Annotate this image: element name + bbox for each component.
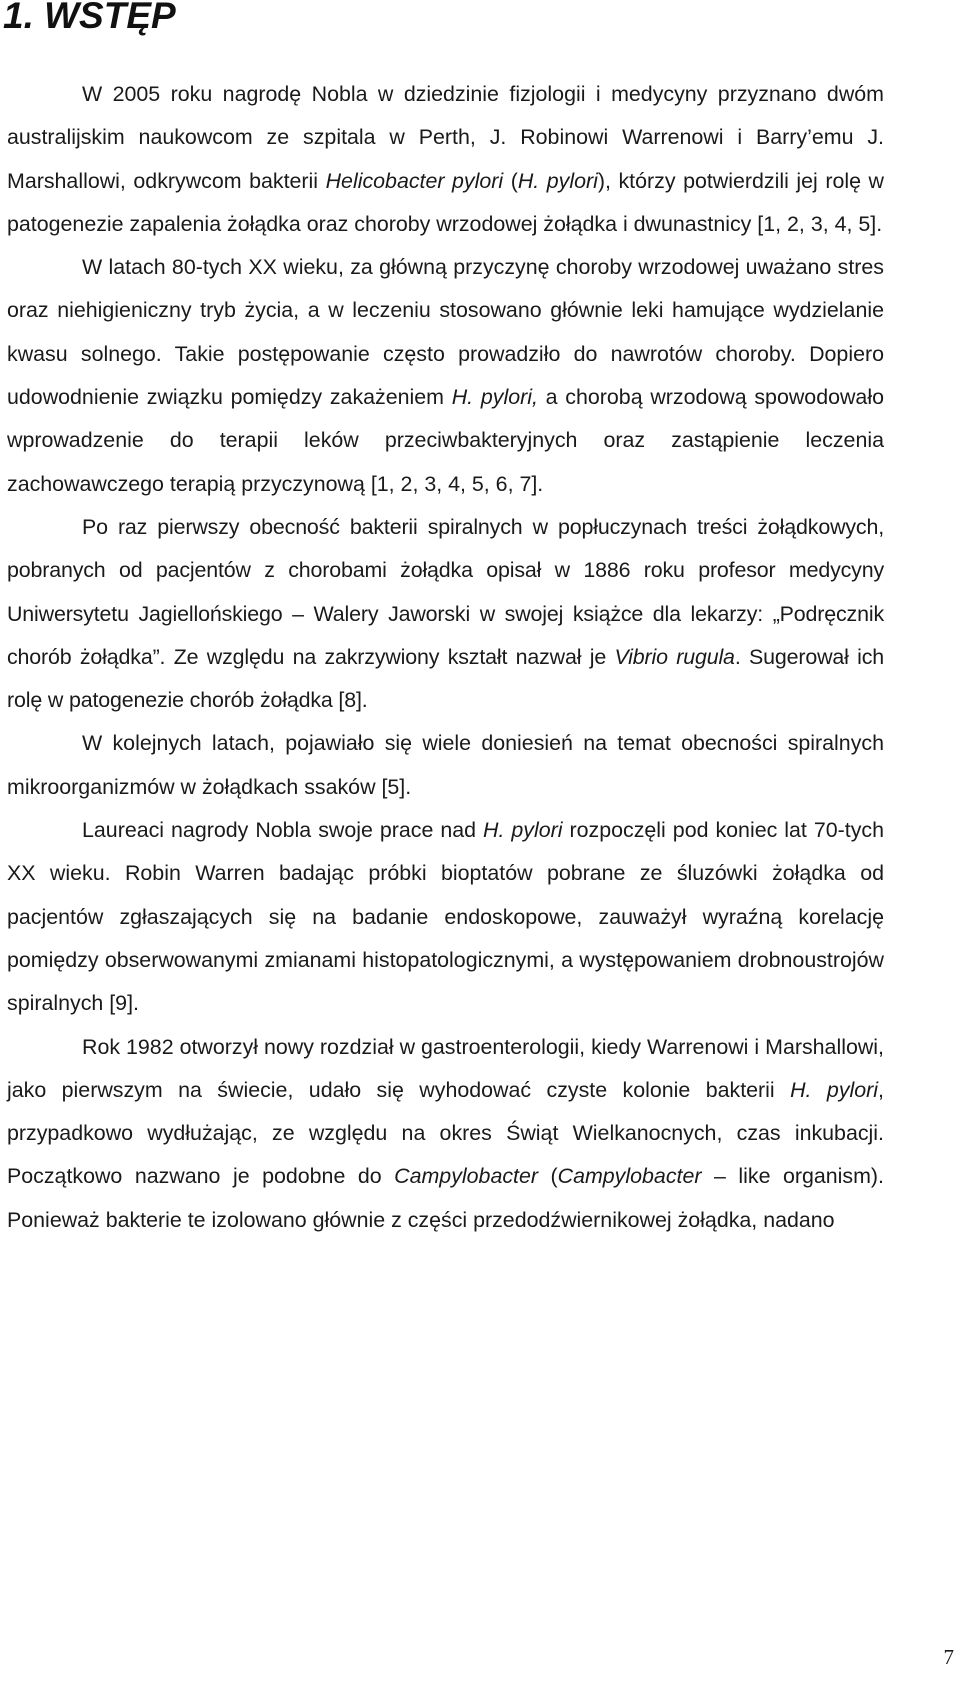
italic-term: Helicobacter pylori	[325, 168, 504, 193]
text-run: ), którzy potwierdzili jej rolę w patogenezie zapalenia żołądka oraz choroby wrzodowej żołądka i dwunastnicy [1, 2, 3, 4, 5].	[7, 168, 884, 236]
text-run: (	[503, 168, 518, 193]
text-run: W 2005 roku nagrodę Nobla w dziedzinie fizjologii i medycyny przyznano dwóm australijskim naukowcom ze szpitala w Perth, J. Robinowi Warrenowi i Barry’emu J. Marshallowi, odkrywcom bakterii	[7, 82, 884, 193]
italic-term: Campylobacter	[394, 1164, 538, 1189]
text-run: W latach 80-tych XX wieku, za główną przyczynę choroby wrzodowej uważano stres oraz niehigieniczny tryb życia, a w leczeniu stosowano głównie leki hamujące wydzielanie kwasu solnego. Takie postępowanie często prowadziło do nawrotów choroby. Dopiero udowodnienie związku pomiędzy zakażeniem	[7, 255, 884, 410]
paragraph-spiral-microorganisms	[7, 722, 884, 809]
italic-term: H. pylori,	[451, 385, 538, 410]
text-run: rozpoczęli pod koniec lat 70-tych XX wieku. Robin Warren badając próbki bioptatów pobrane ze śluzówki żołądka od pacjentów zgłaszających się na badanie endoskopowe, zauważył wyraźną korelację pomiędzy obserwowanymi zmianami histopatologicznymi, a występowaniem drobnoustrojów spiralnych [9].	[7, 818, 885, 1016]
text-run: – like organism). Ponieważ bakterie te izolowano głównie z części przedodźwiernikowej żołądka, nadano	[7, 1164, 884, 1232]
paragraph-warren-research	[7, 809, 884, 1025]
italic-term: H. pylori	[517, 168, 598, 193]
paragraph-ulcer-treatment-history	[7, 246, 884, 506]
paragraph-first-culture-1982	[7, 1026, 884, 1242]
italic-term: H. pylori	[483, 818, 563, 843]
text-run: . Sugerował ich rolę w patogenezie chorób żołądka [8].	[7, 644, 884, 713]
italic-term: Campylobacter	[557, 1164, 702, 1189]
italic-term: H. pylori	[790, 1077, 879, 1102]
body-text	[7, 73, 884, 1242]
paragraph-nobel-prize	[7, 73, 884, 246]
text-run: W kolejnych latach, pojawiało się wiele doniesień na temat obecności spiralnych mikroorganizmów w żołądkach ssaków [5].	[7, 731, 884, 799]
page-number: 7	[943, 1645, 954, 1669]
text-run: Rok 1982 otworzył nowy rozdział w gastroenterologii, kiedy Warrenowi i Marshallowi, jako pierwszym na świecie, udało się wyhodować czyste kolonie bakterii	[7, 1034, 884, 1102]
text-run: Laureaci nagrody Nobla swoje prace nad	[82, 818, 484, 843]
text-run: (	[538, 1164, 558, 1189]
text-run: , przypadkowo wydłużając, ze względu na okres Świąt Wielkanocnych, czas inkubacji. Początkowo nazwano je podobne do	[7, 1077, 884, 1189]
section-heading: 1. WSTĘP	[3, 0, 176, 36]
text-run: Po raz pierwszy obecność bakterii spiralnych w popłuczynach treści żołądkowych, pobranych od pacjentów z chorobami żołądka opisał w 1886 roku profesor medycyny Uniwersytetu Jagiellońskiego – Walery Jaworski w swojej książce dla lekarzy: „Podręcznik chorób żołądka”. Ze względu na zakrzywiony kształt nazwał je	[7, 514, 884, 669]
text-run: a chorobą wrzodową spowodowało wprowadzenie do terapii leków przeciwbakteryjnych oraz zastąpienie leczenia zachowawczego terapią przyczynową [1, 2, 3, 4, 5, 6, 7].	[7, 385, 884, 496]
italic-term: Vibrio rugula	[614, 644, 735, 669]
paragraph-jaworski-discovery	[7, 506, 884, 722]
